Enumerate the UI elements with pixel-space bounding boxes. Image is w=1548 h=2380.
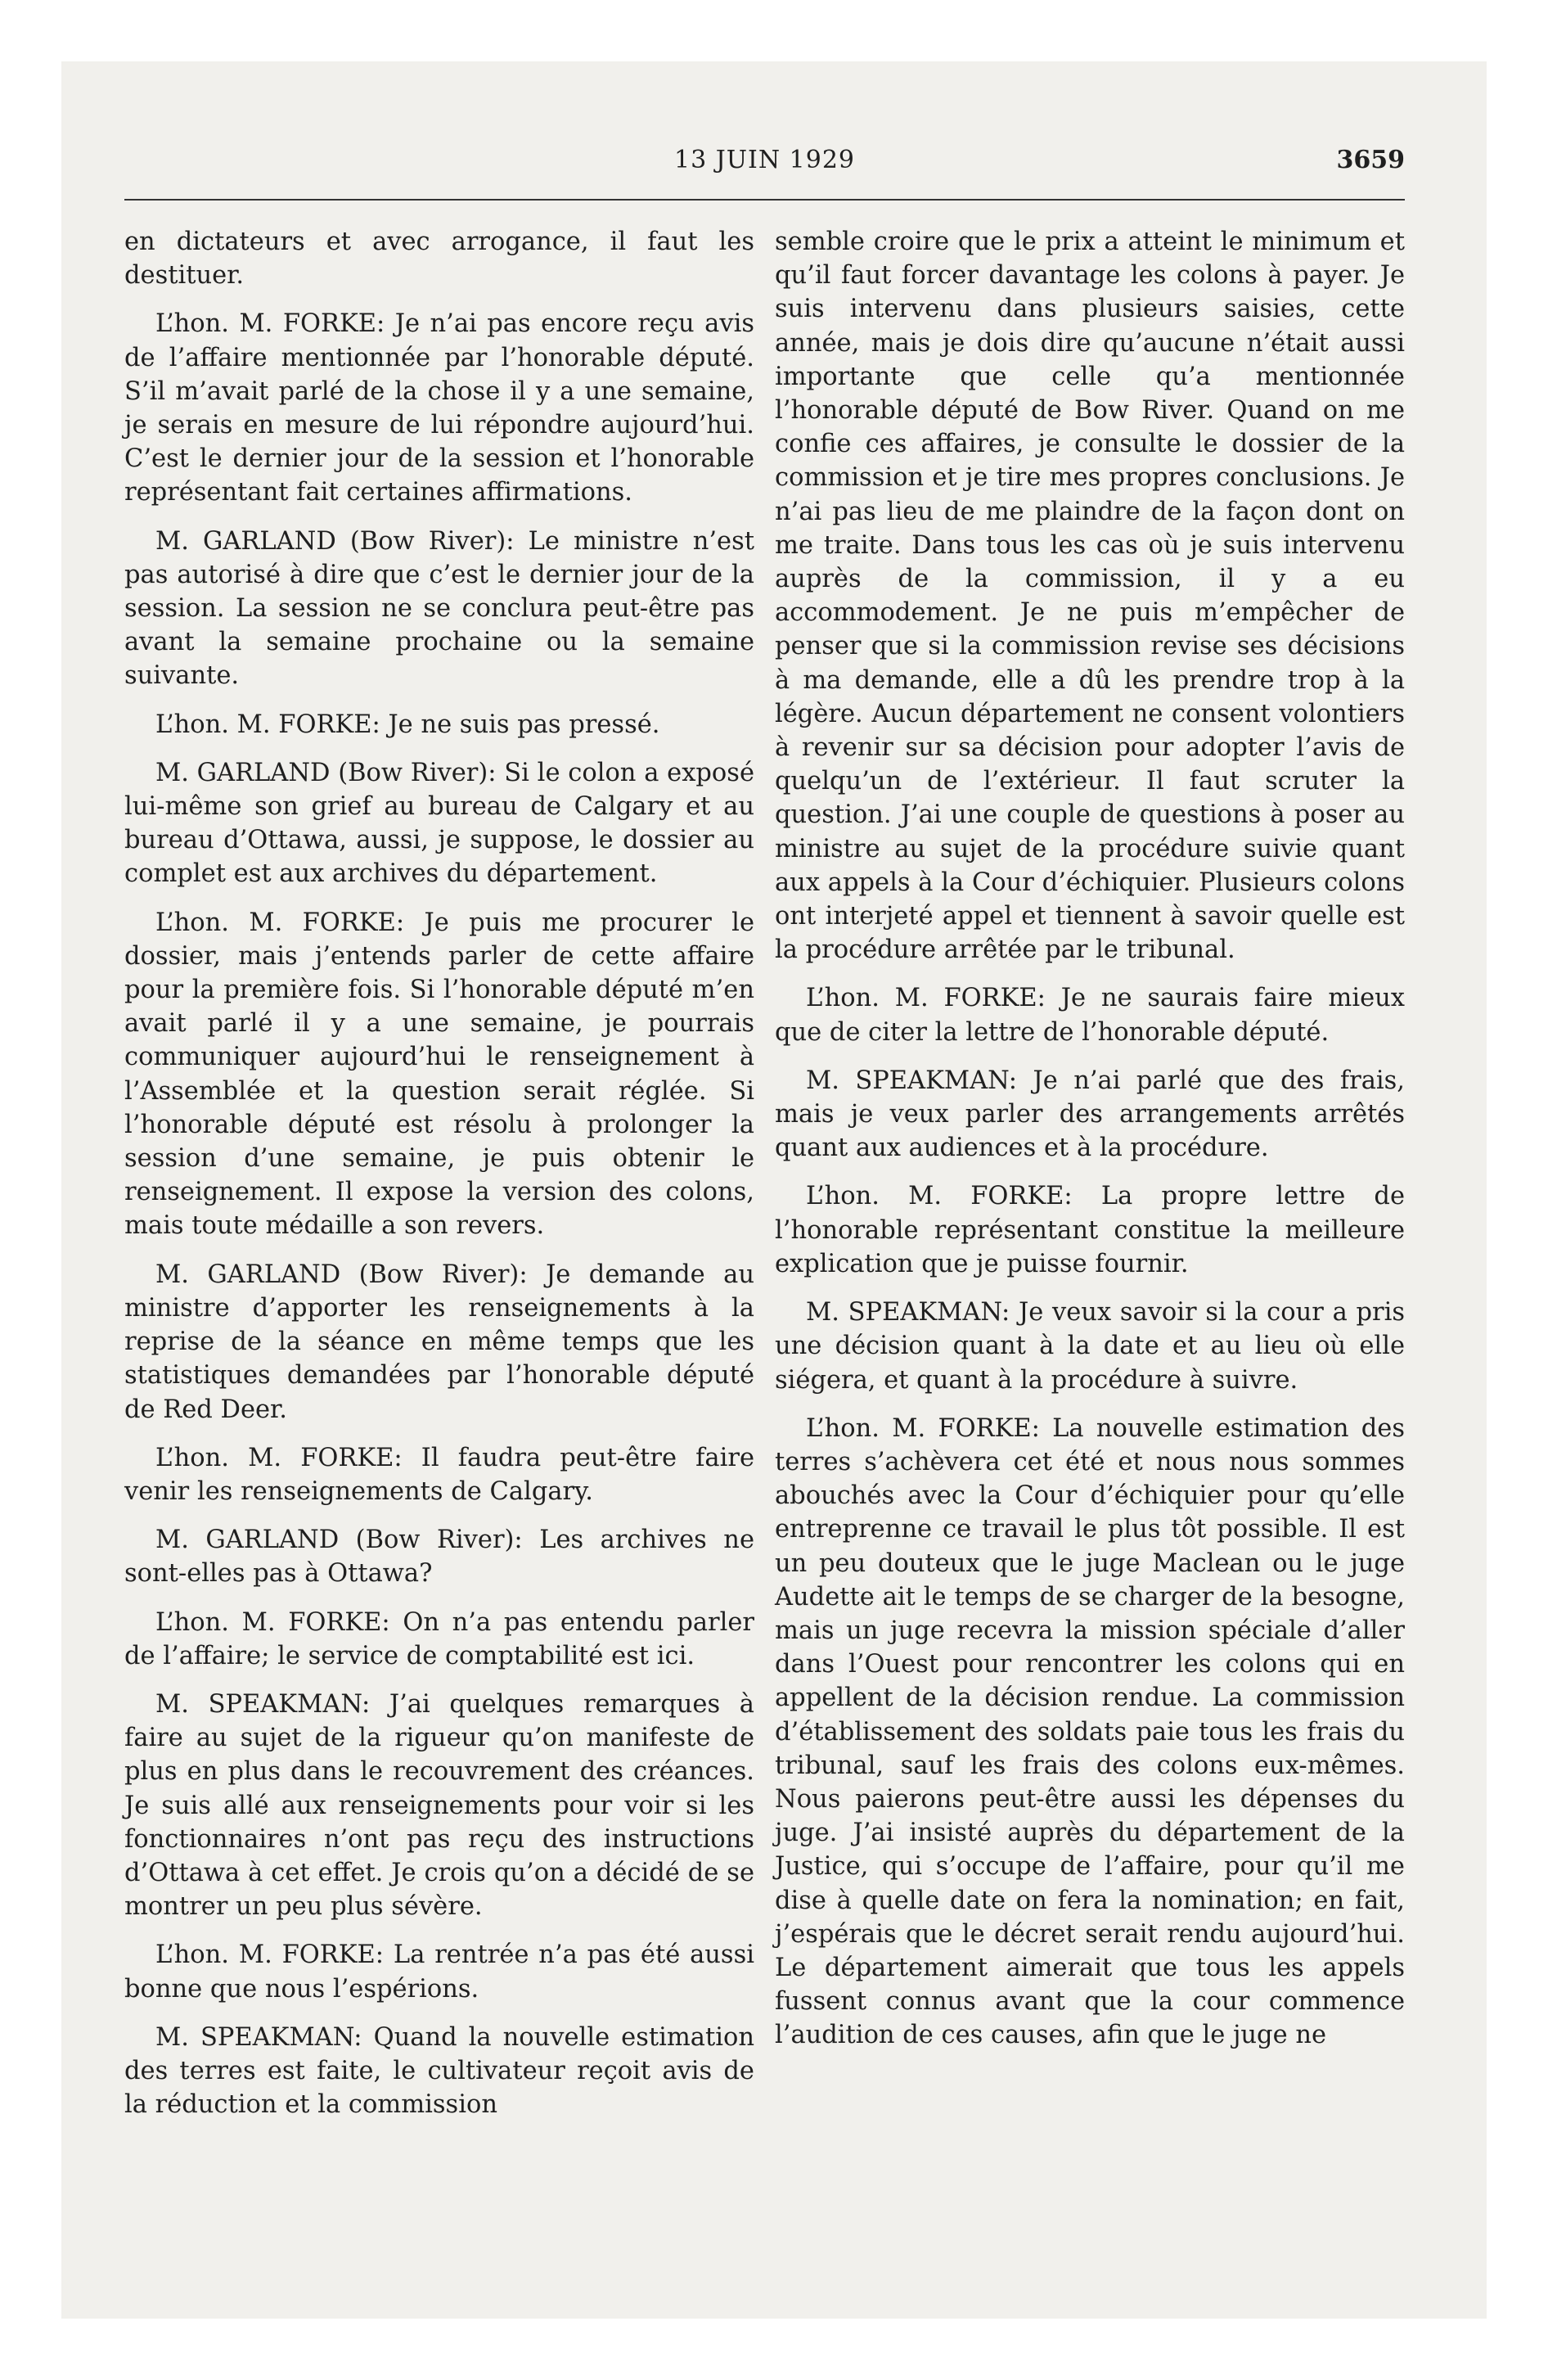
paragraph: L’hon. M. FORKE: Il faudra peut-être faire venir les renseignements de Calgary.: [124, 1443, 754, 1506]
paragraph: L’hon. M. FORKE: La propre lettre de l’honorable représentant constitue la meilleure explication que je puisse fournir.: [775, 1182, 1405, 1278]
paragraph: L’hon. M. FORKE: Je ne saurais faire mieux que de citer la lettre de l’honorable député.: [775, 984, 1405, 1047]
right-column: [775, 225, 1405, 2053]
paragraph: en dictateurs et avec arrogance, il faut les destituer.: [124, 228, 754, 291]
paragraph: M. GARLAND (Bow River): Si le colon a exposé lui-même son grief au bureau de Calgary et au bureau d’Ottawa, aussi, je suppose, le dossier au complet est aux archives du département.: [124, 758, 754, 889]
paragraph: L’hon. M. FORKE: Je n’ai pas encore reçu avis de l’affaire mentionnée par l’honorable député. S’il m’avait parlé de la chose il y a une semaine, je serais en mesure de lui répondre aujourd’hui. C’est le dernier jour de la session et l’honorable représentant fait certaines affirmations.: [124, 309, 754, 507]
paragraph: L’hon. M. FORKE: Je puis me procurer le dossier, mais j’entends parler de cette affaire pour la première fois. Si l’honorable député m’en avait parlé il y a une semaine, je pourrais communiquer aujourd’hui le renseignement à l’Assemblée et la question serait réglée. Si l’honorable député est résolu à prolonger la session d’une semaine, je puis obtenir le renseignement. Il expose la version des colons, mais toute médaille a son revers.: [124, 908, 754, 1241]
paragraph: semble croire que le prix a atteint le minimum et qu’il faut forcer davantage les colons à payer. Je suis intervenu dans plusieurs saisies, cette année, mais je dois dire qu’aucune n’était aussi importante que celle qu’a mentionnée l’honorable député de Bow River. Quand on me confie ces affaires, je consulte le dossier de la commission et je tire mes propres conclusions. Je n’ai pas lieu de me plaindre de la façon dont on me traite. Dans tous les cas où je suis intervenu auprès de la commission, il y a eu accommodement. Je ne puis m’empêcher de penser que si la commission revise ses décisions à ma demande, elle a dû les prendre trop à la légère. Aucun département ne consent volontiers à revenir sur sa décision pour adopter l’avis de quelqu’un de l’extérieur. Il faut scruter la question. J’ai une couple de questions à poser au ministre au sujet de la procédure suivie quant aux appels à la Cour d’échiquier. Plusieurs colons ont interjeté appel et tiennent à savoir quelle est la procédure arrêtée par le tribunal.: [775, 228, 1405, 965]
paragraph: L’hon. M. FORKE: La rentrée n’a pas été aussi bonne que nous l’espérions.: [124, 1941, 754, 2004]
page-header: [124, 146, 1405, 190]
paragraph: M. GARLAND (Bow River): Je demande au ministre d’apporter les renseignements à la reprise de la séance en même temps que les statistiques demandées par l’honorable député de Red Deer.: [124, 1260, 754, 1424]
paragraph: L’hon. M. FORKE: La nouvelle estimation des terres s’achèvera cet été et nous nous sommes abouchés avec la Cour d’échiquier pour qu’elle entreprenne ce travail le plus tôt possible. Il est un peu douteux que le juge Maclean ou le juge Audette ait le temps de se charger de la besogne, mais un juge recevra la mission spéciale d’aller dans l’Ouest pour rencontrer les colons qui en appellent de la décision rendue. La commission d’établissement des soldats paie tous les frais du tribunal, sauf les frais des colons eux-mêmes. Nous paierons peut-être aussi les dépenses du juge. J’ai insisté auprès du département de la Justice, qui s’occupe de l’affaire, pour qu’il me dise à quelle date on fera la nomination; en fait, j’espérais que le décret serait rendu aujourd’hui. Le département aimerait que tous les appels fussent connus avant que la cour commence l’audition de ces causes, afin que le juge ne: [775, 1413, 1405, 2050]
header-rule: [124, 199, 1405, 201]
paragraph: M. SPEAKMAN: Je n’ai parlé que des frais, mais je veux parler des arrangements arrêtés quant aux audiences et à la procédure.: [775, 1066, 1405, 1163]
paragraph: M. SPEAKMAN: Quand la nouvelle estimation des terres est faite, le cultivateur reçoit avis de la réduction et la commission: [124, 2022, 754, 2120]
paragraph: M. SPEAKMAN: J’ai quelques remarques à faire au sujet de la rigueur qu’on manifeste de plus en plus dans le recouvrement des créances. Je suis allé aux renseignements pour voir si les fonctionnaires n’ont pas reçu des instructions d’Ottawa à cet effet. Je crois qu’on a décidé de se montrer un peu plus sévère.: [124, 1689, 754, 1922]
left-column: [124, 225, 754, 2121]
paragraph: L’hon. M. FORKE: On n’a pas entendu parler de l’affaire; le service de comptabilité est ici.: [124, 1607, 754, 1670]
paragraph: L’hon. M. FORKE: Je ne suis pas pressé.: [155, 710, 660, 739]
paragraph: M. SPEAKMAN: Je veux savoir si la cour a pris une décision quant à la date et au lieu où elle siégera, et quant à la procédure à suivre.: [775, 1298, 1405, 1395]
paragraph: M. GARLAND (Bow River): Le ministre n’est pas autorisé à dire que c’est le dernier jour de la session. La session ne se conclura peut-être pas avant la semaine prochaine ou la semaine suivante.: [124, 526, 754, 691]
page-number: 3659: [1336, 146, 1405, 174]
page-date: 13 JUIN 1929: [673, 146, 855, 174]
paragraph: M. GARLAND (Bow River): Les archives ne sont-elles pas à Ottawa?: [124, 1526, 754, 1589]
